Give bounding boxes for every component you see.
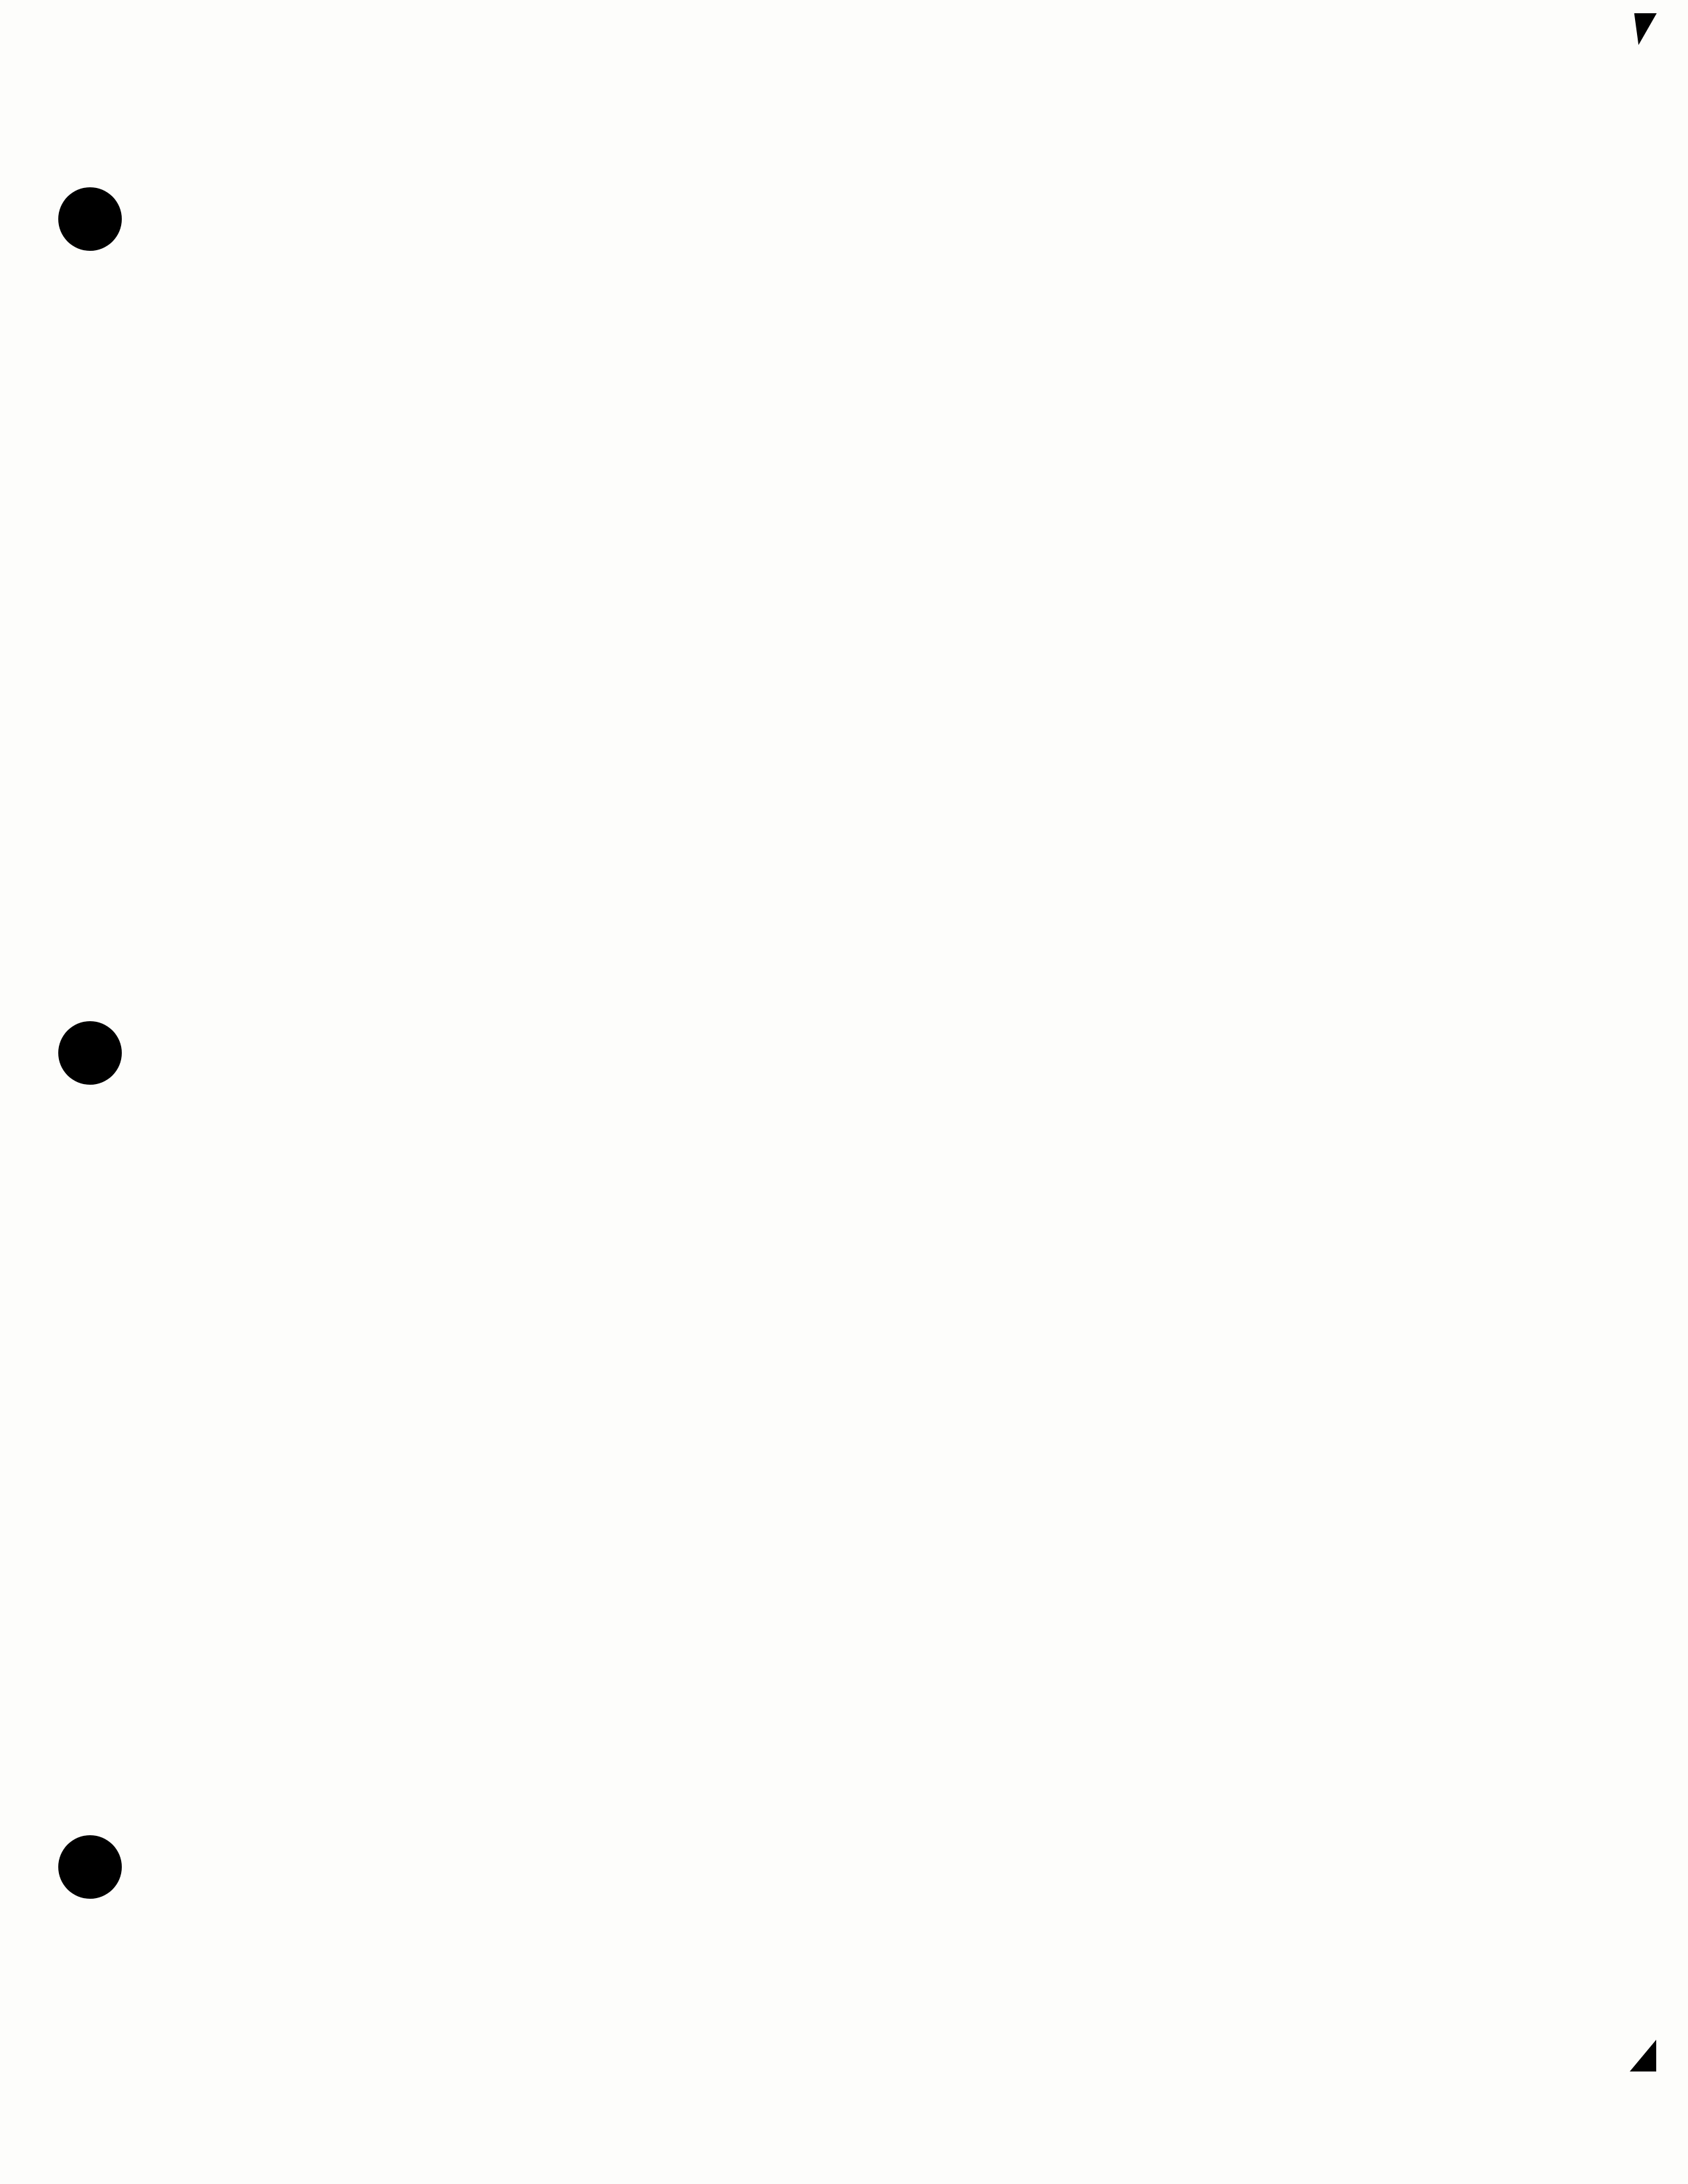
corner-mark-top <box>1622 13 1656 45</box>
binder-hole-bottom <box>58 1835 122 1899</box>
corner-mark-bottom <box>1630 2040 1656 2071</box>
binder-hole-top <box>58 187 122 251</box>
binder-hole-middle <box>58 1021 122 1085</box>
